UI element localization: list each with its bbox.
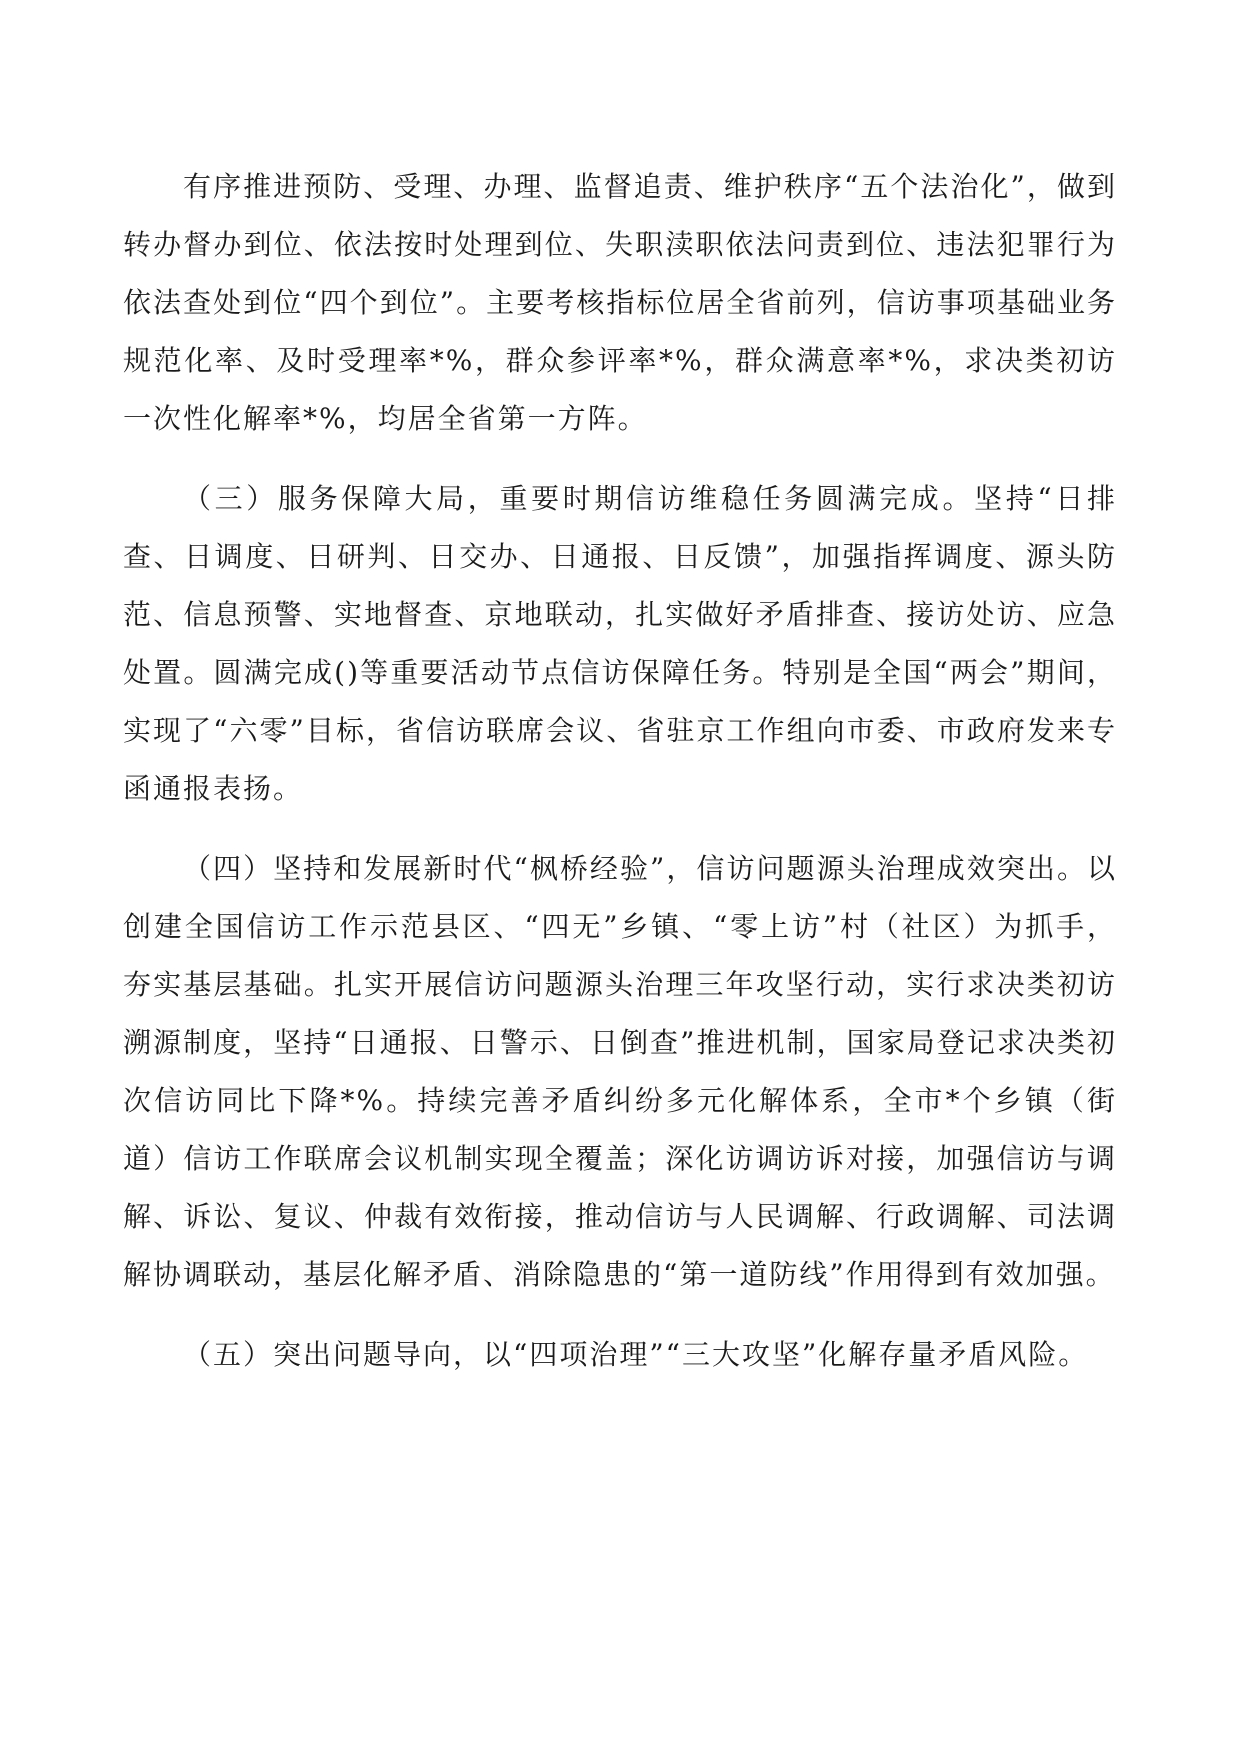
- paragraph-section-four: （四）坚持和发展新时代“枫桥经验”，信访问题源头治理成效突出。以创建全国信访工作示范县区、“四无”乡镇、“零上访”村（社区）为抓手，夯实基层基础。扎实开展信访问题源头治理三年攻坚行动，实行求决类初访溯源制度，坚持“日通报、日警示、日倒查”推进机制，国家局登记求决类初次信访同比下降*%。持续完善矛盾纠纷多元化解体系，全市*个乡镇（街道）信访工作联席会议机制实现全覆盖；深化访调访诉对接，加强信访与调解、诉讼、复议、仲裁有效衔接，推动信访与人民调解、行政调解、司法调解协调联动，基层化解矛盾、消除隐患的“第一道防线”作用得到有效加强。: [123, 852, 1117, 1291]
- paragraph-section-three: （三）服务保障大局，重要时期信访维稳任务圆满完成。坚持“日排查、日调度、日研判、日交办、日通报、日反馈”，加强指挥调度、源头防范、信息预警、实地督查、京地联动，扎实做好矛盾排查、接访处访、应急处置。圆满完成()等重要活动节点信访保障任务。特别是全国“两会”期间，实现了“六零”目标，省信访联席会议、省驻京工作组向市委、市政府发来专函通报表扬。: [123, 482, 1117, 805]
- document-body: [123, 158, 1117, 1384]
- paragraph-legal-procedures: 有序推进预防、受理、办理、监督追责、维护秩序“五个法治化”，做到转办督办到位、依法按时处理到位、失职渎职依法问责到位、违法犯罪行为依法查处到位“四个到位”。主要考核指标位居全省前列，信访事项基础业务规范化率、及时受理率*%，群众参评率*%，群众满意率*%，求决类初访一次性化解率*%，均居全省第一方阵。: [123, 170, 1117, 435]
- paragraph-section-five: （五）突出问题导向，以“四项治理”“三大攻坚”化解存量矛盾风险。: [183, 1338, 1089, 1371]
